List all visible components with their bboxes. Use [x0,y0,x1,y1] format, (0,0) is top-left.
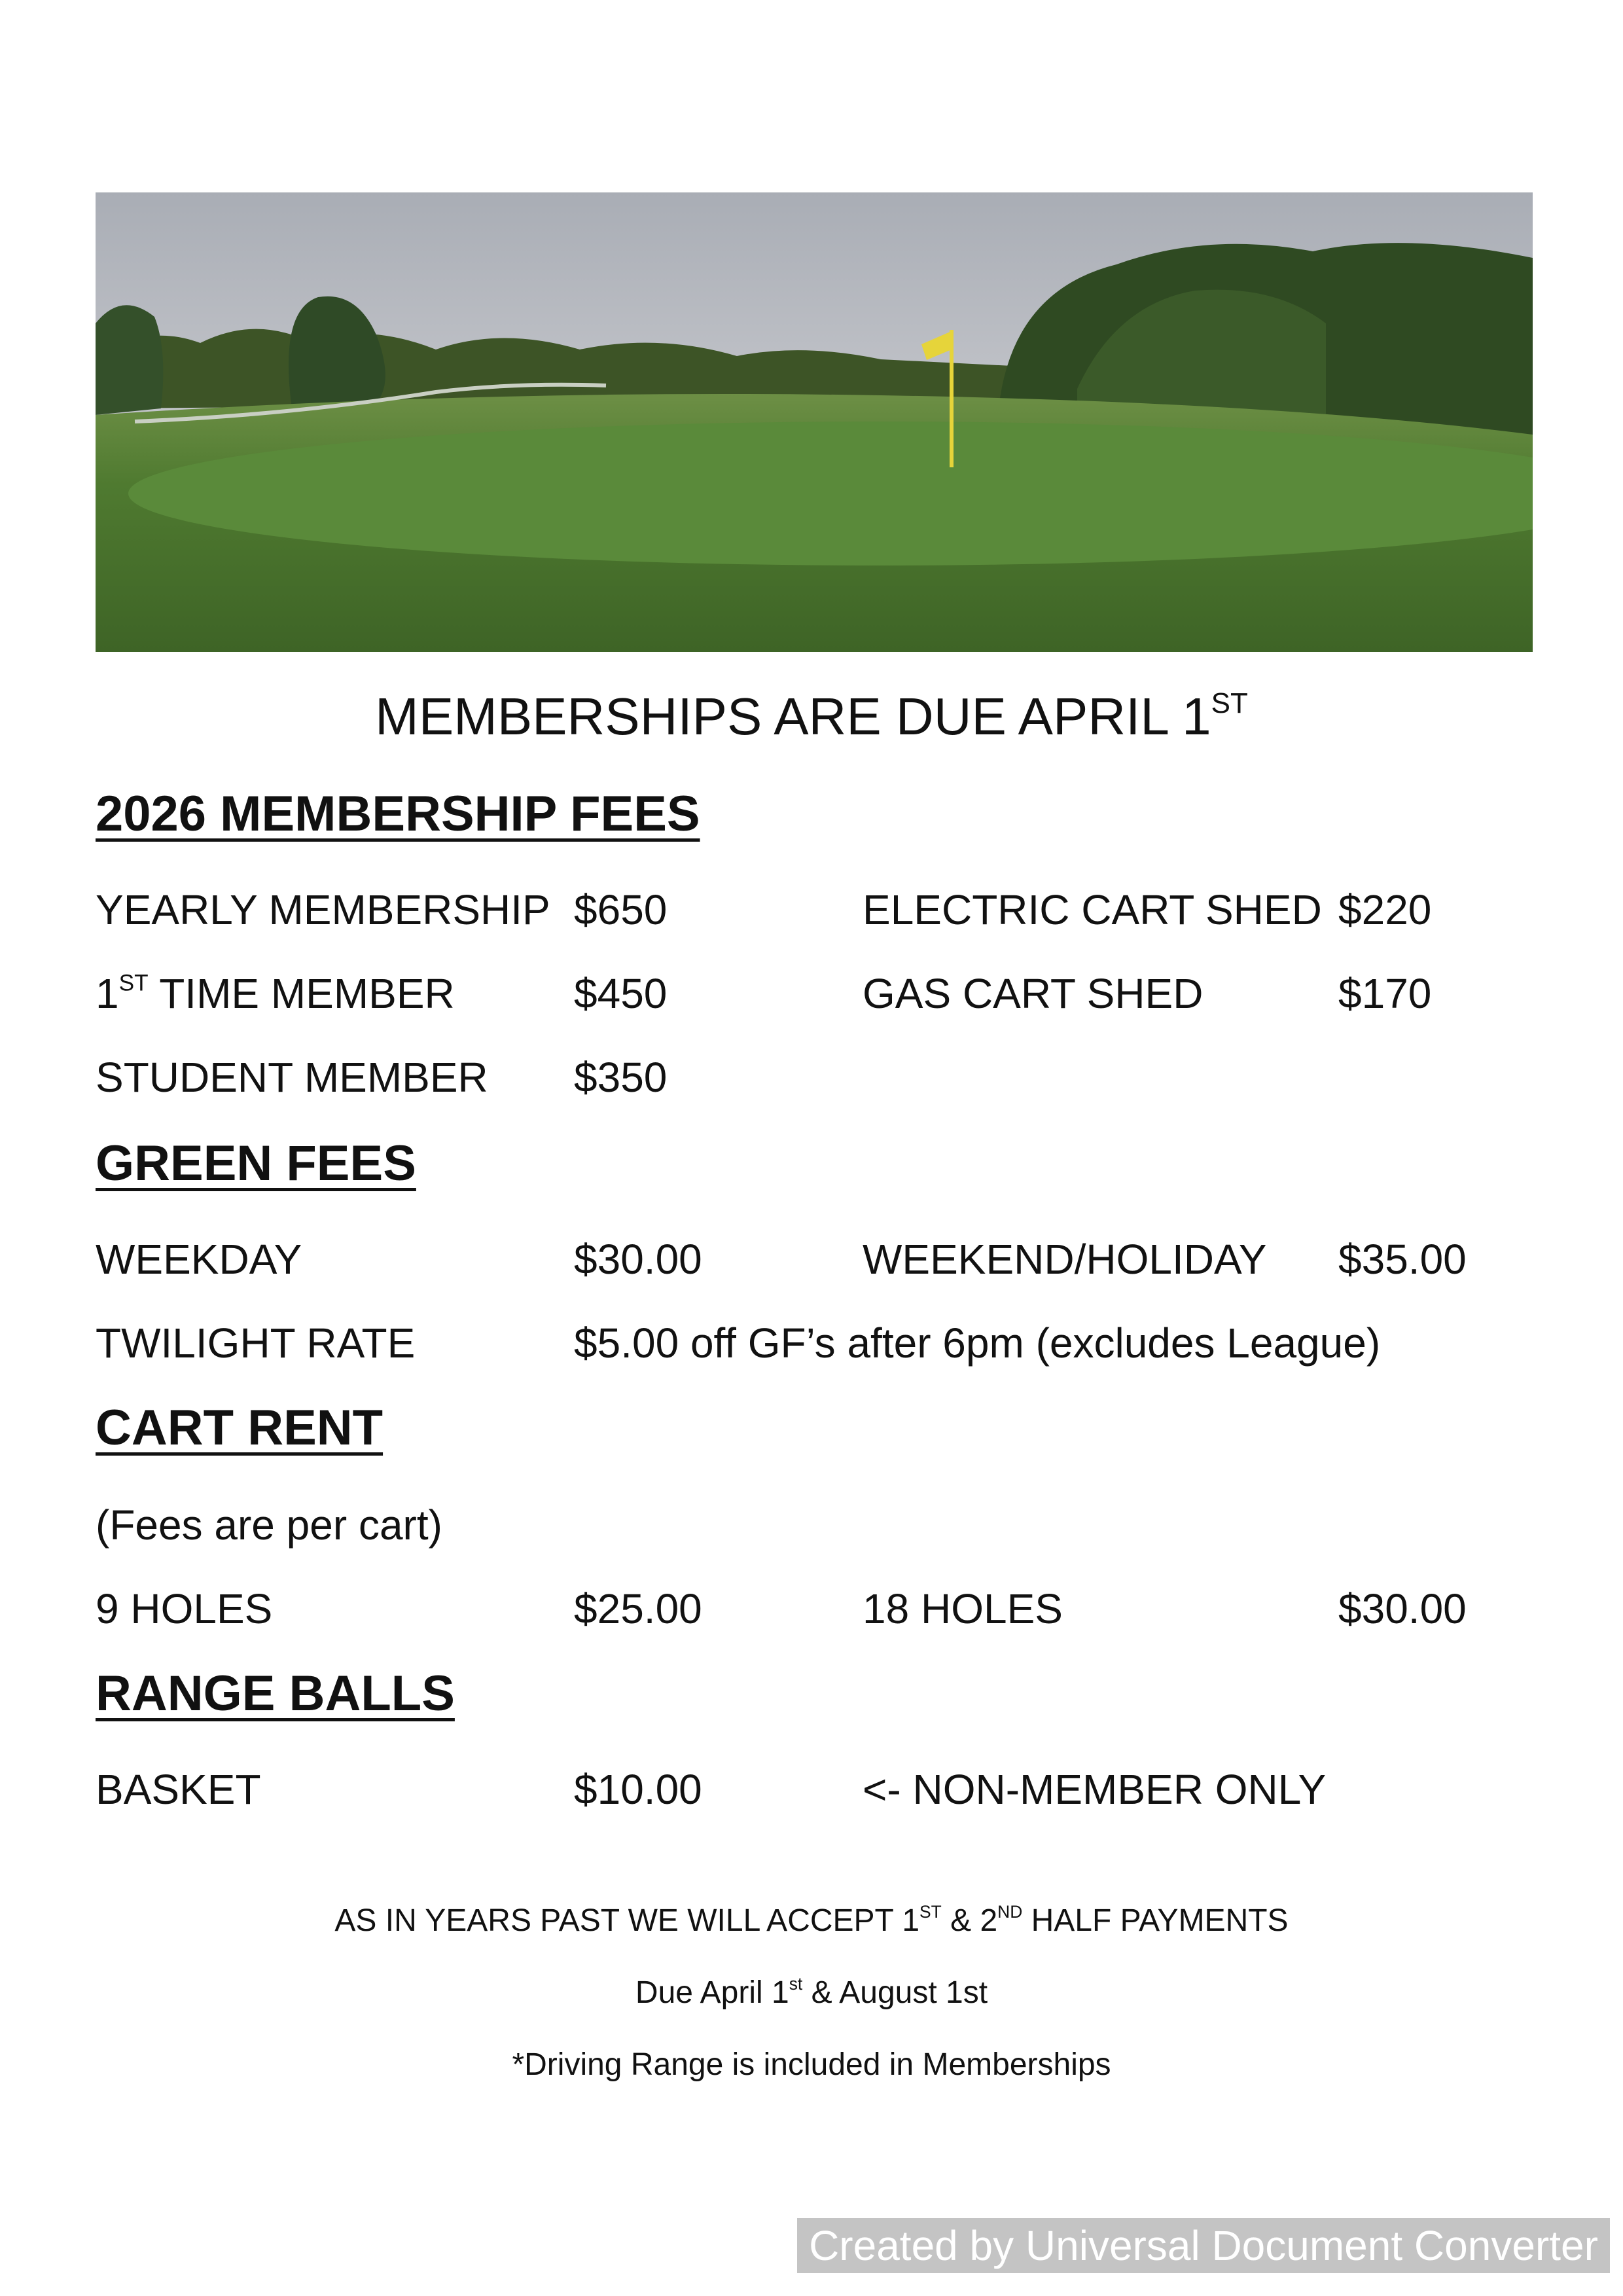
gas-cart-shed-label: GAS CART SHED [863,970,1204,1017]
half-payments-note [0,1898,1623,1944]
fee-row-first-time [0,961,1623,1026]
due-dates-note [0,1970,1623,2016]
nine-holes-label: 9 HOLES [96,1585,273,1632]
due-sup: st [789,1974,803,1994]
electric-cart-shed-label: ELECTRIC CART SHED [863,886,1322,933]
due-part-a: Due April 1 [635,1975,789,2010]
eighteen-holes-label: 18 HOLES [863,1585,1063,1632]
golf-course-illustration [96,192,1533,652]
basket-price: $10.00 [574,1766,702,1813]
payments-part-b: & 2 [941,1903,998,1938]
driving-range-note: *Driving Range is included in Memberships [512,2047,1111,2082]
fee-row-student [0,1045,1623,1110]
twilight-rate-label: TWILIGHT RATE [96,1319,416,1367]
yearly-membership-price: $650 [574,886,668,933]
green-fees-heading: GREEN FEES [96,1136,416,1191]
fee-row-yearly [0,877,1623,942]
due-part-b: & August 1st [802,1975,988,2010]
announcement [0,681,1623,753]
payments-part-a: AS IN YEARS PAST WE WILL ACCEPT 1 [334,1903,920,1938]
payments-sup-1: ST [919,1902,942,1922]
announcement-sup: ST [1211,687,1248,719]
basket-label: BASKET [96,1766,261,1813]
eighteen-holes-price: $30.00 [1338,1585,1467,1632]
first-time-member-label [96,961,455,1026]
first-time-sup: ST [118,970,149,996]
cart-rent-heading: CART RENT [96,1400,383,1456]
student-member-price: $350 [574,1054,668,1101]
gas-cart-shed-price: $170 [1338,970,1432,1017]
range-balls-heading: RANGE BALLS [96,1666,455,1721]
weekday-label: WEEKDAY [96,1236,302,1283]
announcement-text: MEMBERSHIPS ARE DUE APRIL 1 [375,687,1211,745]
cart-rent-note: (Fees are per cart) [96,1501,442,1549]
first-time-post: TIME MEMBER [148,970,455,1017]
payments-part-c: HALF PAYMENTS [1022,1903,1289,1938]
basket-note: <- NON-MEMBER ONLY [863,1766,1327,1813]
electric-cart-shed-price: $220 [1338,886,1432,933]
cart-rent-note-row [0,1492,1623,1558]
weekend-holiday-price: $35.00 [1338,1236,1467,1283]
first-time-pre: 1 [96,970,119,1017]
yearly-membership-label: YEARLY MEMBERSHIP [96,886,550,933]
weekend-holiday-label: WEEKEND/HOLIDAY [863,1236,1267,1283]
payments-sup-2: ND [997,1902,1023,1922]
first-time-member-price: $450 [574,970,668,1017]
fee-row-holes [0,1576,1623,1641]
converter-watermark: Created by Universal Document Converter [797,2218,1610,2273]
fee-row-weekday [0,1227,1623,1292]
fee-row-twilight [0,1310,1623,1376]
golf-course-photo [96,192,1533,652]
fee-row-basket [0,1757,1623,1822]
twilight-rate-text: $5.00 off GF’s after 6pm (excludes League) [574,1319,1381,1367]
membership-fees-heading: 2026 MEMBERSHIP FEES [96,786,700,842]
nine-holes-price: $25.00 [574,1585,702,1632]
student-member-label: STUDENT MEMBER [96,1054,488,1101]
weekday-price: $30.00 [574,1236,702,1283]
